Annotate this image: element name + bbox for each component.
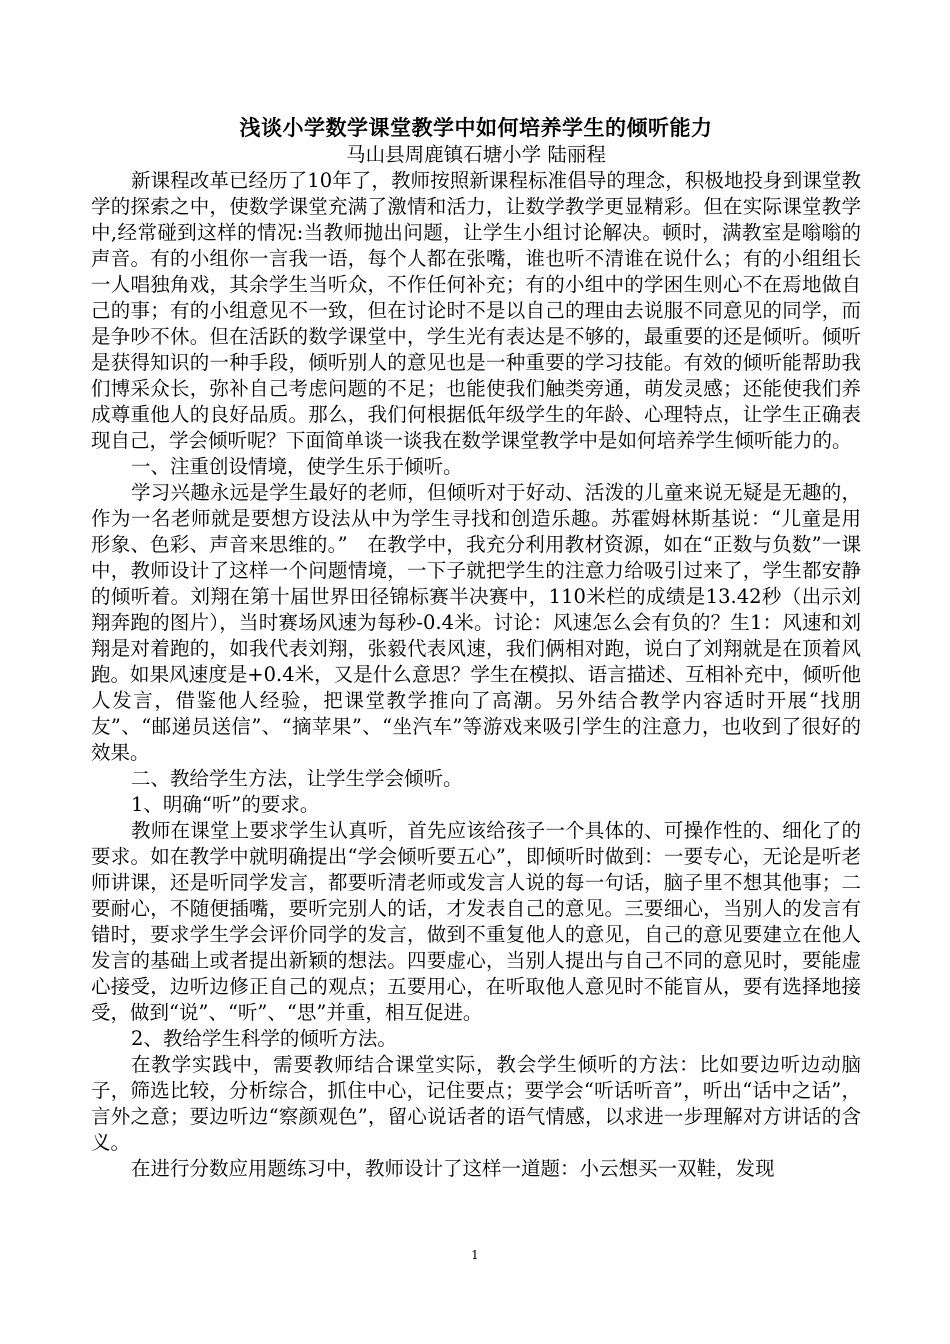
subsection-heading-2: 2、教给学生科学的倾听方法。 bbox=[131, 1027, 397, 1050]
document-title: 浅谈小学数学课堂教学中如何培养学生的倾听能力 bbox=[239, 115, 713, 140]
paragraph-subsection-1: 教师在课堂上要求学生认真听，首先应该给孩子一个具体的、可操作性的、细化了的要求。如在教学中就明确提出“学会倾听要五心”，即倾听时做到：一要专心，无论是听老师讲课，还是听同学发言，都要听清老师或发言人说的每一句话，脑子里不想其他事；二要耐心，不随便插嘴，要听完别人的话，才发表自己的意见。三要细心，当别人的发言有错时，要求学生学会评价同学的发言，做到不重复他人的意见，自己的意见要建立在他人发言的基础上或者提出新颖的想法。四要虚心，当别人提出与自己不同的意见时，要能虚心接受，边听边修正自己的观点；五要用心，在听取他人意见时不能盲从，要有选择地接受，做到“说”、“听”、“思”并重，相互促进。 bbox=[91, 819, 861, 1024]
section-heading-1: 一、注重创设情境，使学生乐于倾听。 bbox=[131, 455, 463, 478]
paragraph-section-1: 学习兴趣永远是学生最好的老师，但倾听对于好动、活泼的儿童来说无疑是无趣的，作为一名老师就是要想方设法从中为学生寻找和创造乐趣。苏霍姆林斯基说：“儿童是用形象、色彩、声音来思维的。” 在教学中，我充分利用教材资源，如在“正数与负数”一课中，教师设计了这样一个问题情境，一下子就把学生的注意力给吸引过来了，学生都安静的倾听着。刘翔在第十届世界田径锦标赛半决赛中，110米栏的成绩是13.42秒（出示刘翔奔跑的图片），当时赛场风速为每秒-0.4米。讨论：风速怎么会有负的？生1：风速和刘翔是对着跑的，如我代表刘翔，张毅代表风速，我们俩相对跑，说白了刘翔就是在顶着风跑。如果风速度是+0.4米，又是什么意思？学生在模拟、语言描述、互相补充中，倾听他人发言，借鉴他人经验，把课堂教学推向了高潮。另外结合教学内容适时开展“找朋友”、“邮递员送信”、“摘苹果”、“坐汽车”等游戏来吸引学生的注意力，也收到了很好的效果。 bbox=[91, 481, 861, 764]
paragraph-fraction-example: 在进行分数应用题练习中，教师设计了这样一道题：小云想买一双鞋，发现 bbox=[131, 1157, 775, 1180]
paragraph-subsection-2: 在教学实践中，需要教师结合课堂实际，教会学生倾听的方法：比如要边听边动脑子，筛选比较，分析综合，抓住中心，记住要点；要学会“听话听音”，听出“话中之话”，言外之意；要边听边“察颜观色”，留心说话者的语气情感，以求进一步理解对方讲话的含义。 bbox=[91, 1053, 861, 1154]
subsection-heading-1: 1、明确“听”的要求。 bbox=[131, 793, 320, 816]
page-number: 1 bbox=[471, 1248, 479, 1262]
document-author: 马山县周鹿镇石塘小学 陆丽程 bbox=[346, 143, 606, 166]
paragraph-intro: 新课程改革已经历了10年了，教师按照新课程标准倡导的理念，积极地投身到课堂教学的探索之中，使数学课堂充满了激情和活力，让数学教学更显精彩。但在实际课堂教学中,经常碰到这样的情况:当教师抛出问题，让学生小组讨论解决。顿时，满教室是嗡嗡的声音。有的小组你一言我一语，每个人都在张嘴，谁也听不清谁在说什么；有的小组组长一人唱独角戏，其余学生当听众，不作任何补充；有的小组中的学困生则心不在焉地做自己的事；有的小组意见不一致，但在讨论时不是以自己的理由去说服不同意见的同学，而是争吵不休。但在活跃的数学课堂中，学生光有表达是不够的，最重要的还是倾听。倾听是获得知识的一种手段，倾听别人的意见也是一种重要的学习技能。有效的倾听能帮助我们博采众长，弥补自己考虑问题的不足；也能使我们触类旁通，萌发灵感；还能使我们养成尊重他人的良好品质。那么，我们何根据低年级学生的年龄、心理特点，让学生正确表现自己，学会倾听呢？下面简单谈一谈我在数学课堂教学中是如何培养学生倾听能力的。 bbox=[91, 169, 861, 452]
section-heading-2: 二、教给学生方法，让学生学会倾听。 bbox=[131, 767, 463, 790]
document-page bbox=[91, 114, 861, 1182]
